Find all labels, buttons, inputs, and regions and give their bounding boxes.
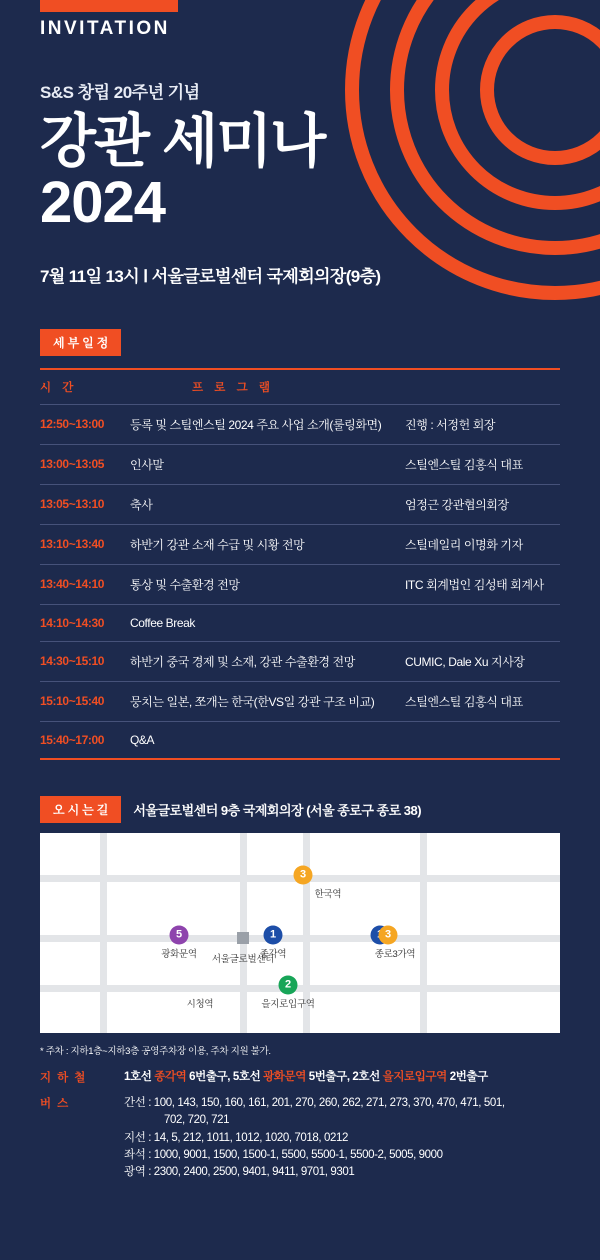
cell-time: 14:10~14:30 [40, 604, 130, 641]
cell-time: 13:00~13:05 [40, 444, 130, 484]
map-label-jonggak: 종각역 [259, 948, 287, 960]
cell-program: 뭉치는 일본, 쪼개는 한국(한VS일 강관 구조 비교) [130, 681, 405, 721]
cell-speaker: ITC 회계법인 김성태 회계사 [405, 564, 560, 604]
map-pin-line2-euljiro: 2 [279, 975, 298, 994]
cell-program: 등록 및 스틸엔스틸 2024 주요 사업 소개(룰링화면) [130, 404, 405, 444]
cell-time: 15:40~17:00 [40, 721, 130, 759]
map-tag: 오시는길 [40, 796, 121, 823]
bus-line: 702, 720, 721 [164, 1114, 230, 1127]
bus-line: 좌석 : 1000, 9001, 1500, 1500-1, 5500, 5500-1, 5500-2, 5005, 9000 [124, 1148, 443, 1161]
map-label-venue: 서울글로벌센터 [211, 953, 275, 965]
schedule-section [0, 329, 600, 760]
hero-year: 2024 [40, 170, 166, 236]
bus-line: 광역 : 2300, 2400, 2500, 9401, 9411, 9701, 9301 [124, 1166, 355, 1179]
parking-note: * 주차 : 지하1층~지하3층 공영주차장 이용, 주차 지원 불가. [40, 1045, 271, 1057]
cell-speaker: 스틸엔스틸 김홍식 대표 [405, 681, 560, 721]
map-road-horizontal-2 [40, 935, 560, 942]
table-row [40, 564, 560, 604]
cell-speaker: 스틸데일리 이명화 기자 [405, 524, 560, 564]
bus-detail [124, 1095, 505, 1181]
bus-row [40, 1095, 560, 1181]
map-heading-row [0, 796, 600, 823]
map-pin-line3-jongno3ga: 3 [379, 925, 398, 944]
cell-speaker: 엄정근 강관협의회장 [405, 484, 560, 524]
map-road-horizontal-3 [40, 985, 560, 992]
cell-program: 축사 [130, 484, 405, 524]
cell-time: 12:50~13:00 [40, 404, 130, 444]
column-header-time: 시 간 [40, 369, 130, 405]
page-title: 강관 세미나 [40, 109, 325, 174]
subway-text-part: 종각역 [154, 1070, 187, 1083]
table-row [40, 641, 560, 681]
hero-subtitle: S&S 창립 20주년 기념 [40, 83, 200, 102]
subway-detail [124, 1069, 488, 1086]
cell-time: 13:05~13:10 [40, 484, 130, 524]
map-image [40, 833, 560, 1033]
map-canvas [40, 833, 560, 1033]
bus-label: 버스 [40, 1098, 75, 1111]
cell-speaker: 스틸엔스틸 김홍식 대표 [405, 444, 560, 484]
cell-time: 13:40~14:10 [40, 564, 130, 604]
cell-program: Q&A [130, 721, 405, 759]
cell-time: 13:10~13:40 [40, 524, 130, 564]
subway-text-part: 1호선 [124, 1070, 155, 1083]
venue-marker [237, 932, 249, 944]
invitation-kicker: INVITATION [40, 18, 170, 39]
schedule-tag: 세부일정 [40, 329, 121, 356]
map-label-jongno3ga: 종로3가역 [374, 948, 416, 960]
schedule-table [40, 368, 560, 760]
subway-label: 지하철 [40, 1071, 92, 1084]
map-pin-line3-hanguk: 3 [294, 865, 313, 884]
map-label-hanguk: 한국역 [314, 888, 342, 900]
table-header-row [40, 369, 560, 405]
map-road-vertical-4 [420, 833, 427, 1033]
subway-text-part: 광화문역 [263, 1070, 306, 1083]
map-pin-line1-jonggak: 1 [264, 925, 283, 944]
event-datetime-venue: 7월 11일 13시 Ⅰ 서울글로벌센터 국제회의장(9층) [40, 266, 381, 286]
cell-program: 인사말 [130, 444, 405, 484]
subway-text-part: 5번출구, 2호선 [305, 1070, 383, 1083]
table-row [40, 681, 560, 721]
column-header-program: 프 로 그 램 [130, 369, 560, 405]
table-row [40, 604, 560, 641]
cell-speaker [405, 721, 560, 759]
cell-speaker: CUMIC, Dale Xu 지사장 [405, 641, 560, 681]
map-label-cityhall: 시청역 [186, 998, 214, 1010]
map-pin-line5-gwanghwamun: 5 [170, 925, 189, 944]
cell-time: 14:30~15:10 [40, 641, 130, 681]
cell-time: 15:10~15:40 [40, 681, 130, 721]
table-row [40, 484, 560, 524]
cell-speaker [405, 604, 560, 641]
subway-text-part: 을지로입구역 [382, 1070, 447, 1083]
cell-program: Coffee Break [130, 604, 405, 641]
cell-program: 하반기 강관 소재 수급 및 시황 전망 [130, 524, 405, 564]
table-row [40, 524, 560, 564]
cell-program: 하반기 중국 경제 및 소재, 강관 수출환경 전망 [130, 641, 405, 681]
map-label-gwanghwamun: 광화문역 [161, 948, 197, 960]
transport-section [0, 1057, 600, 1182]
cell-program: 통상 및 수출환경 전망 [130, 564, 405, 604]
map-title: 서울글로벌센터 9층 국제회의장 (서울 종로구 종로 38) [133, 802, 422, 818]
table-row [40, 444, 560, 484]
map-label-euljiro: 을지로입구역 [261, 998, 315, 1010]
table-row [40, 404, 560, 444]
hero-section [0, 0, 600, 287]
subway-text-part: 6번출구, 5호선 [186, 1070, 264, 1083]
table-row [40, 721, 560, 759]
cell-speaker: 진행 : 서정헌 회장 [405, 404, 560, 444]
subway-row [40, 1069, 560, 1086]
map-road-vertical-1 [100, 833, 107, 1033]
bus-line: 간선 : 100, 143, 150, 160, 161, 201, 270, 260, 262, 271, 273, 370, 470, 471, 501, [124, 1097, 505, 1110]
bus-line: 지선 : 14, 5, 212, 1011, 1012, 1020, 7018, 0212 [124, 1131, 348, 1144]
subway-text-part: 2번출구 [446, 1070, 488, 1083]
